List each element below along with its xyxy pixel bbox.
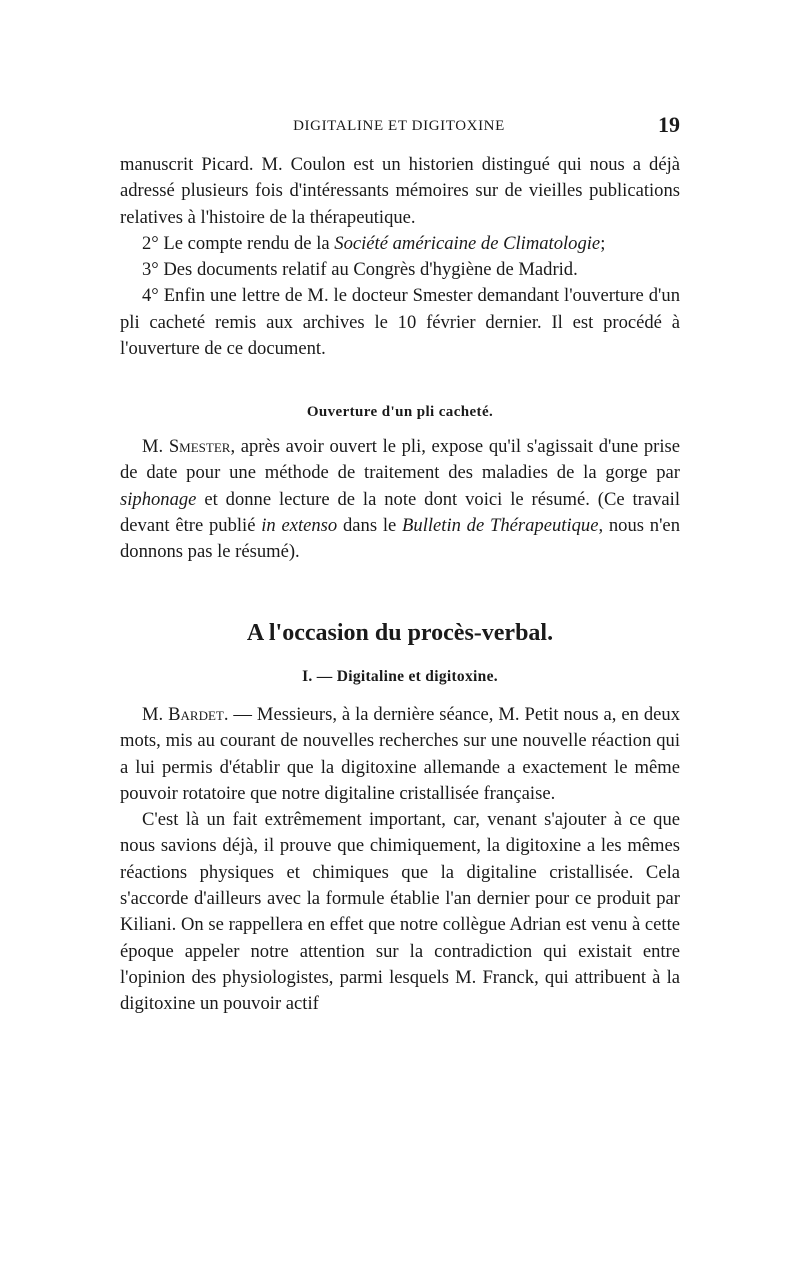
bardet-text-1: . — Messieurs, à la dernière séance, M. Petit nous a, en deux mots, mis au courant de nouvelles recherches sur une nouvelle réaction qui a lui permis d'établir que la digitoxine allemande a exactement le même pouvoir rotatoire que notre digitaline cristallisée française.	[120, 704, 680, 804]
smester-italic-bulletin: Bulletin de Thérapeutique	[402, 514, 599, 536]
smester-text-block	[120, 434, 680, 565]
opening-text-block	[120, 152, 680, 362]
smester-italic-in-extenso: in extenso	[261, 514, 338, 536]
smester-text-1: , après avoir ouvert le pli, expose qu'il s'agissait d'une prise de date pour une méthode de traitement des maladies de la gorge par	[120, 436, 680, 484]
page-number: 19	[658, 112, 680, 137]
item-2-prefix: 2° Le compte rendu de la	[142, 232, 335, 254]
subsection-heading-digitaline: I. — Digitaline et digitoxine.	[302, 668, 498, 685]
paragraph-item-3: 3° Des documents relatif au Congrès d'hygiène de Madrid.	[142, 259, 578, 281]
smester-text-2: et donne lecture de la note dont voici le résumé. (Ce travail devant être publié	[120, 488, 680, 536]
section-heading-pli-cachete: Ouverture d'un pli cacheté.	[306, 404, 494, 420]
bardet-text-block	[120, 702, 680, 1018]
paragraph-item-4: 4° Enfin une lettre de M. le docteur Smester demandant l'ouverture d'un pli cacheté remis aux archives le 10 février dernier. Il est procédé à l'ouverture de ce document.	[120, 285, 680, 360]
section-heading-proces-verbal: A l'occasion du procès-verbal.	[246, 620, 554, 646]
speaker-smester: M. Smester	[142, 436, 231, 457]
speaker-bardet: M. Bardet	[142, 704, 224, 725]
running-head	[118, 112, 680, 142]
smester-italic-siphonage: siphonage	[120, 488, 197, 510]
paragraph-bardet-2: C'est là un fait extrêmement important, car, venant s'ajouter à ce que nous savions déjà, il prouve que chimiquement, la digitoxine a les mêmes réactions physiques et chimiques que la digitaline cristallisée. Cela s'accorde d'ailleurs avec la formule établie l'an dernier pour ce produit par Kiliani. On se rappellera en effet que notre collègue Adrian est venu à cette époque appeler notre attention sur la contradiction qui existait entre l'opinion des physiologistes, parmi lesquels M. Franck, qui attribuent à la digitoxine un pouvoir actif	[120, 809, 680, 1015]
paragraph-smester	[120, 434, 680, 565]
item-2-suffix: ;	[600, 232, 606, 254]
paragraph-item-2	[120, 231, 680, 257]
paragraph-bardet	[120, 702, 680, 807]
item-2-title: Société américaine de Climatologie	[334, 232, 601, 254]
smester-text-3: dans le	[337, 514, 403, 536]
smester-text-4: , nous n'en donnons pas le résumé).	[120, 514, 680, 563]
paragraph-picard: manuscrit Picard. M. Coulon est un historien distingué qui nous a déjà adressé plusieurs fois d'intéressants mémoires sur de vieilles publications relatives à l'histoire de la thérapeutique.	[120, 154, 680, 228]
running-title: DIGITALINE ET DIGITOXINE	[293, 118, 505, 134]
